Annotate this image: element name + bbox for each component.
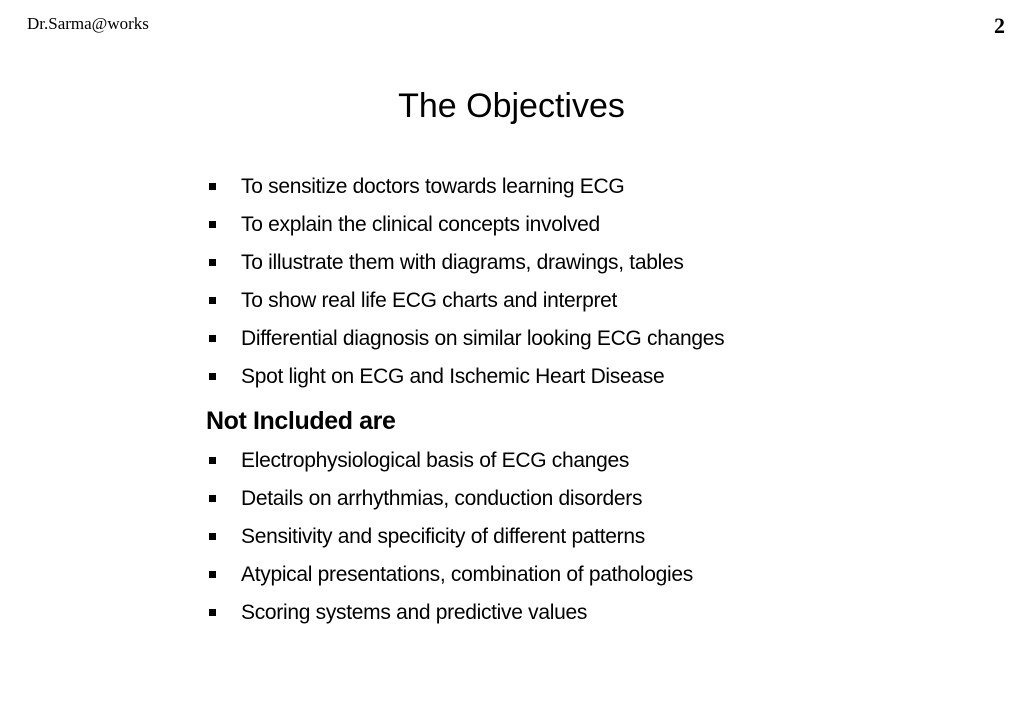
square-bullet-icon: [209, 183, 216, 190]
list-item-text: To explain the clinical concepts involved: [241, 213, 600, 236]
list-item: [206, 208, 986, 246]
square-bullet-icon: [209, 609, 216, 616]
square-bullet-icon: [209, 259, 216, 266]
square-bullet-icon: [209, 495, 216, 502]
list-item: [206, 520, 986, 558]
list-item-text: Atypical presentations, combination of pathologies: [241, 563, 693, 586]
list-item-text: Electrophysiological basis of ECG changes: [241, 449, 630, 472]
list-item-text: Scoring systems and predictive values: [241, 601, 588, 624]
not-included-heading: Not Included are: [206, 407, 396, 435]
square-bullet-icon: [209, 297, 216, 304]
square-bullet-icon: [209, 457, 216, 464]
list-item: [206, 322, 986, 360]
author-label: Dr.Sarma@works: [27, 14, 149, 33]
not-included-list: [206, 444, 986, 634]
page-number: 2: [994, 13, 1005, 38]
square-bullet-icon: [209, 533, 216, 540]
slide-content: [206, 170, 986, 634]
list-item: [206, 170, 986, 208]
list-item: [206, 596, 986, 634]
square-bullet-icon: [209, 335, 216, 342]
list-item: [206, 246, 986, 284]
page-title: The Objectives: [398, 87, 625, 125]
list-item: [206, 558, 986, 596]
square-bullet-icon: [209, 221, 216, 228]
square-bullet-icon: [209, 571, 216, 578]
list-item-text: Sensitivity and specificity of different patterns: [241, 525, 645, 548]
list-item-text: Differential diagnosis on similar looking ECG changes: [241, 327, 725, 350]
list-item: [206, 360, 986, 398]
list-item: [206, 482, 986, 520]
list-item-text: To show real life ECG charts and interpret: [241, 289, 618, 312]
square-bullet-icon: [209, 373, 216, 380]
list-item: [206, 284, 986, 322]
list-item-text: Details on arrhythmias, conduction disorders: [241, 487, 643, 510]
list-item: [206, 444, 986, 482]
list-item-text: Spot light on ECG and Ischemic Heart Disease: [241, 365, 665, 388]
objectives-list: [206, 170, 986, 398]
list-item-text: To sensitize doctors towards learning ECG: [241, 175, 625, 198]
list-item-text: To illustrate them with diagrams, drawings, tables: [241, 251, 684, 274]
